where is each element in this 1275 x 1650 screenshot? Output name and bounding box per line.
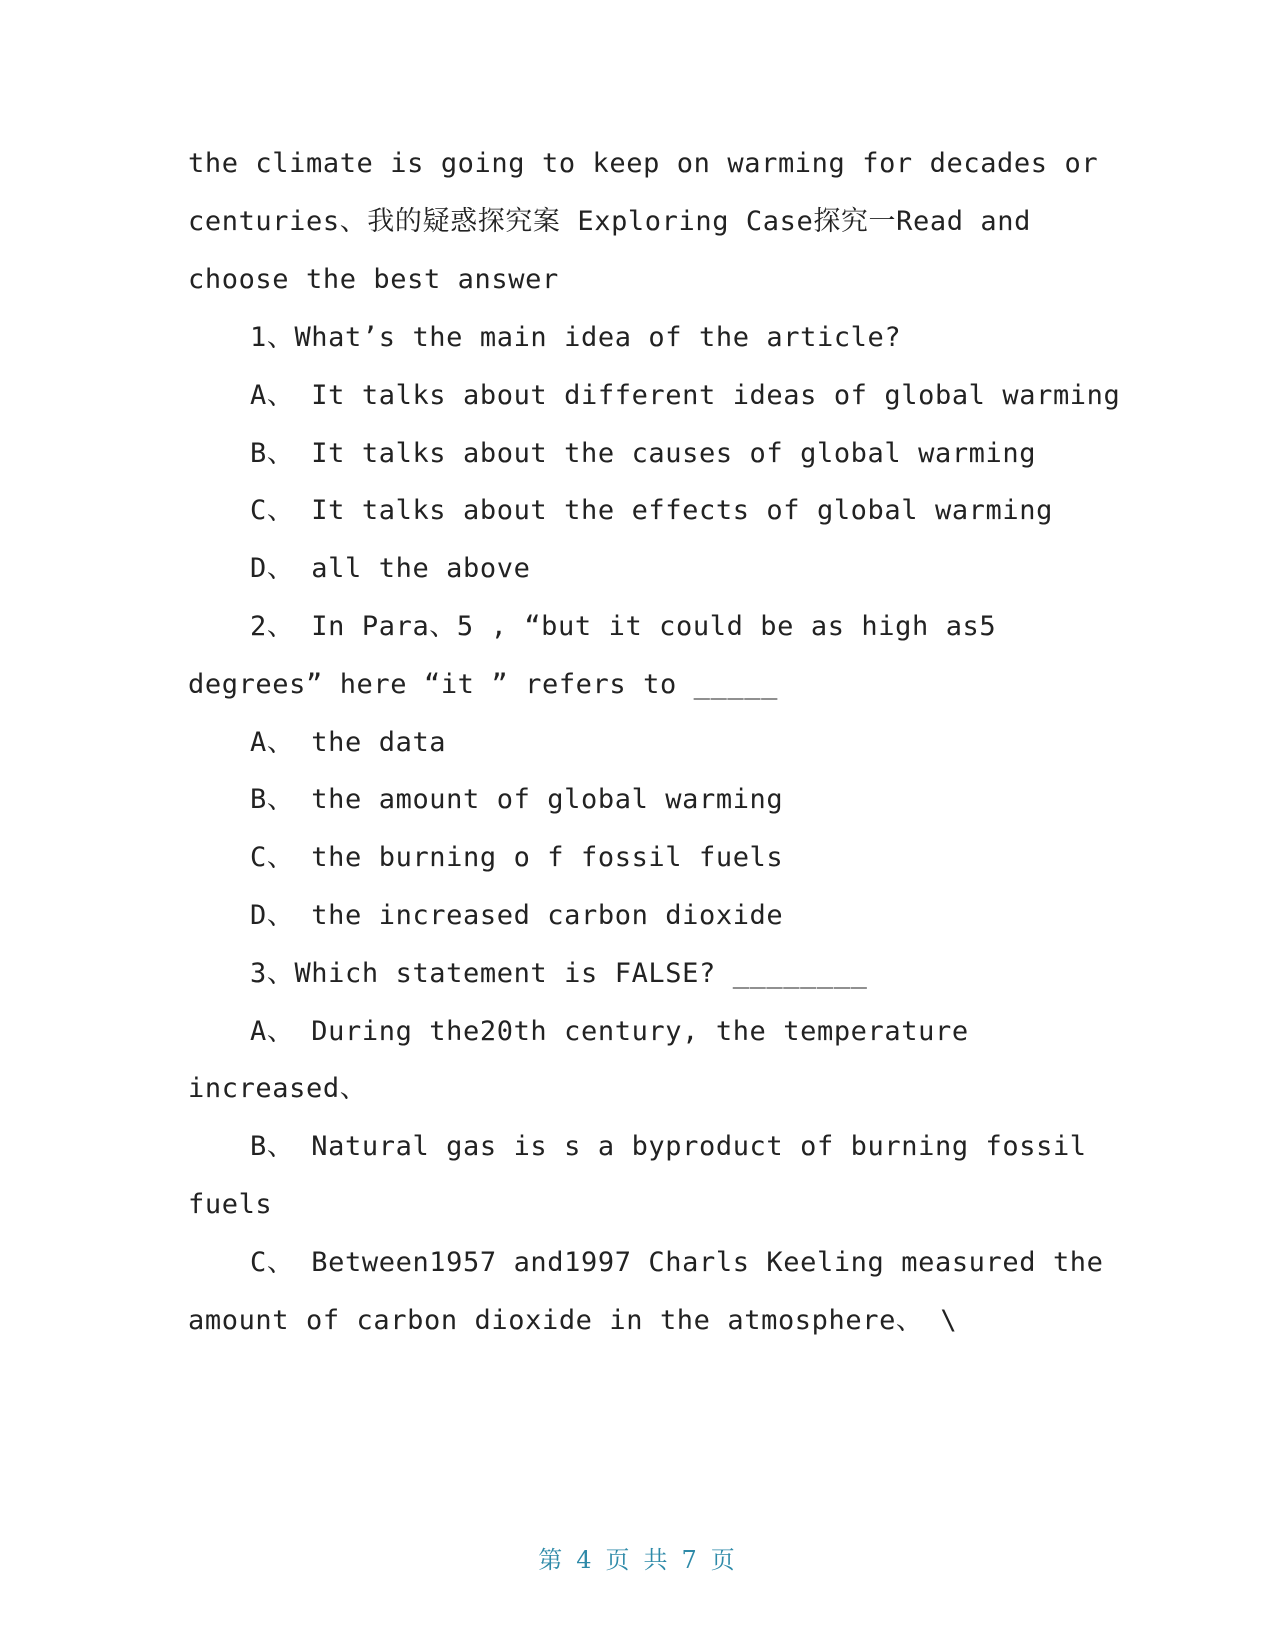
footer-prefix: 第 [538,1546,565,1574]
q3-option-a: A、 During the20th century, the temperature [250,1016,969,1047]
q1-option-c: C、 It talks about the effects of global warming [250,495,1053,526]
question-1: 1、What’s the main idea of the article? [250,322,902,353]
q3-option-c-continued: amount of carbon dioxide in the atmosphere、 \ [188,1305,958,1336]
q1-option-a: A、 It talks about different ideas of global warming [250,380,1121,411]
q3-option-c: C、 Between1957 and1997 Charls Keeling measured the [250,1247,1104,1278]
footer-suffix: 页 [710,1546,737,1574]
body-text-line: the climate is going to keep on warming for decades or [188,148,1099,179]
q1-option-d: D、 all the above [250,553,531,584]
page-footer [0,1540,1275,1575]
q2-option-a: A、 the data [250,727,447,758]
footer-total-word: 共 [643,1546,670,1574]
question-2: 2、 In Para、5 , “but it could be as high as5 [250,611,997,642]
q3-option-b: B、 Natural gas is s a byproduct of burning fossil [250,1131,1087,1162]
q2-option-b: B、 the amount of global warming [250,784,784,815]
q2-option-d: D、 the increased carbon dioxide [250,900,784,931]
footer-total-pages: 7 [681,1546,699,1574]
question-2-continued: degrees” here “it ” refers to _____ [188,669,778,700]
footer-page-word: 页 [605,1546,632,1574]
question-3: 3、Which statement is FALSE? ________ [250,958,868,989]
q3-option-a-continued: increased、 [188,1073,368,1104]
q3-option-b-continued: fuels [188,1189,273,1220]
q2-option-c: C、 the burning o f fossil fuels [250,842,784,873]
body-text-line: centuries、我的疑惑探究案 Exploring Case探究一Read and [188,206,1031,237]
body-text-line: choose the best answer [188,264,559,295]
footer-current-page: 4 [576,1546,594,1574]
q1-option-b: B、 It talks about the causes of global warming [250,438,1037,469]
